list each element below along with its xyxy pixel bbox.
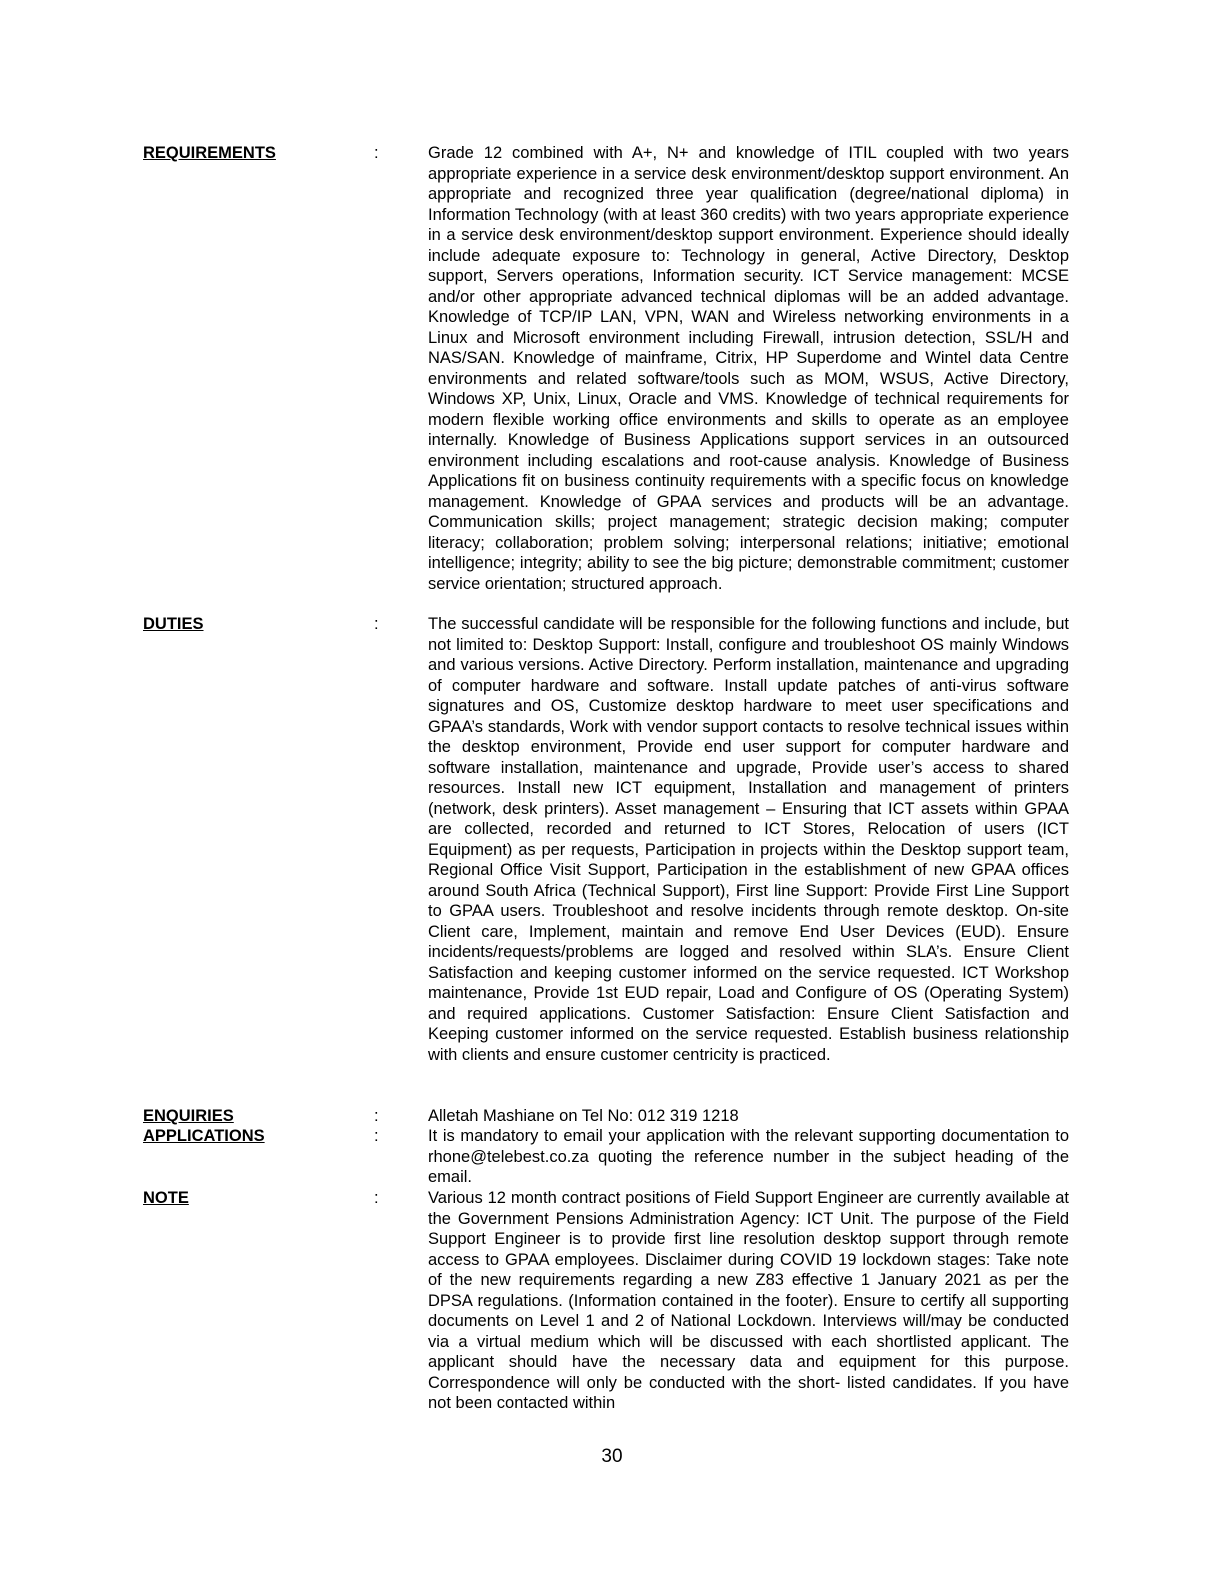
duties-colon: : [374,615,379,633]
requirements-label: REQUIREMENTS [143,144,276,162]
duties-label: DUTIES [143,615,204,633]
applications-colon: : [374,1127,379,1145]
applications-label: APPLICATIONS [143,1127,265,1145]
enquiries-label: ENQUIRIES [143,1107,234,1125]
note-text: Various 12 month contract positions of Field Support Engineer are currently available at the Government Pensions Administration Agency: ICT Unit. The purpose of the Field Support Engineer is to provide first line resolution desktop support through remote access to GPAA employees. Disclaimer during COVID 19 lockdown stages: Take note of the new requirements regarding a new Z83 effective 1 January 2021 as per the DPSA regulations. (Information contained in the footer). Ensure to certify all supporting documents on Level 1 and 2 of National Lockdown. Interviews will/may be conducted via a virtual medium which will be discussed with each shortlisted applicant. The applicant should have the necessary data and equipment for this purpose. Correspondence will only be conducted with the short- listed candidates. If you have not been contacted within [428,1189,1069,1412]
note-colon: : [374,1189,379,1207]
applications-text: It is mandatory to email your application with the relevant supporting documentation to rhone@telebest.co.za quoting the reference number in the subject heading of the email. [428,1127,1069,1186]
enquiries-colon: : [374,1107,379,1125]
requirements-text: Grade 12 combined with A+, N+ and knowledge of ITIL coupled with two years appropriate experience in a service desk environment/desktop support environment. An appropriate and recognized three year qualification (degree/national diploma) in Information Technology (with at least 360 credits) with two years appropriate experience in a service desk environment/desktop support environment. Experience should ideally include adequate exposure to: Technology in general, Active Directory, Desktop support, Servers operations, Information security. ICT Service management: MCSE and/or other appropriate advanced technical diplomas will be an added advantage. Knowledge of TCP/IP LAN, VPN, WAN and Wireless networking environments in a Linux and Microsoft environment including Firewall, intrusion detection, SSL/H and NAS/SAN. Knowledge of mainframe, Citrix, HP Superdome and Wintel data Centre environments and related software/tools such as MOM, WSUS, Active Directory, Windows XP, Unix, Linux, Oracle and VMS. Knowledge of technical requirements for modern flexible working office environments and skills to operate as an employee internally. Knowledge of Business Applications support services in an outsourced environment including escalations and root-cause analysis. Knowledge of Business Applications fit on business continuity requirements with a specific focus on knowledge management. Knowledge of GPAA services and products will be an advantage. Communication skills; project management; strategic decision making; computer literacy; collaboration; problem solving; interpersonal relations; initiative; emotional intelligence; integrity; ability to see the big picture; demonstrable commitment; customer service orientation; structured approach. [428,144,1069,593]
page-number: 30 [601,1446,623,1467]
enquiries-text: Alletah Mashiane on Tel No: 012 319 1218 [428,1107,739,1125]
note-label: NOTE [143,1189,189,1207]
requirements-colon: : [374,144,379,162]
duties-text: The successful candidate will be responsible for the following functions and include, but not limited to: Desktop Support: Install, configure and troubleshoot OS mainly Windows and various versions. Active Directory. Perform installation, maintenance and upgrading of computer hardware and software. Install update patches of anti-virus software signatures and OS, Customize desktop hardware to meet user specifications and GPAA’s standards, Work with vendor support contacts to resolve technical issues within the desktop environment, Provide end user support for computer hardware and software installation, maintenance and upgrade, Provide user’s access to shared resources. Install new ICT equipment, Installation and management of printers (network, desk printers). Asset management – Ensuring that ICT assets within GPAA are collected, recorded and returned to ICT Stores, Relocation of users (ICT Equipment) as per requests, Participation in projects within the Desktop support team, Regional Office Visit Support, Participation in the establishment of new GPAA offices around South Africa (Technical Support), First line Support: Provide First Line Support to GPAA users. Troubleshoot and resolve incidents through remote desktop. On-site Client care, Implement, maintain and remove End User Devices (EUD). Ensure incidents/requests/problems are logged and resolved within SLA’s. Ensure Client Satisfaction and keeping customer informed on the service requested. ICT Workshop maintenance, Provide 1st EUD repair, Load and Configure of OS (Operating System) and required applications. Customer Satisfaction: Ensure Client Satisfaction and Keeping customer informed on the service requested. Establish business relationship with clients and ensure customer centricity is practiced. [428,615,1069,1064]
